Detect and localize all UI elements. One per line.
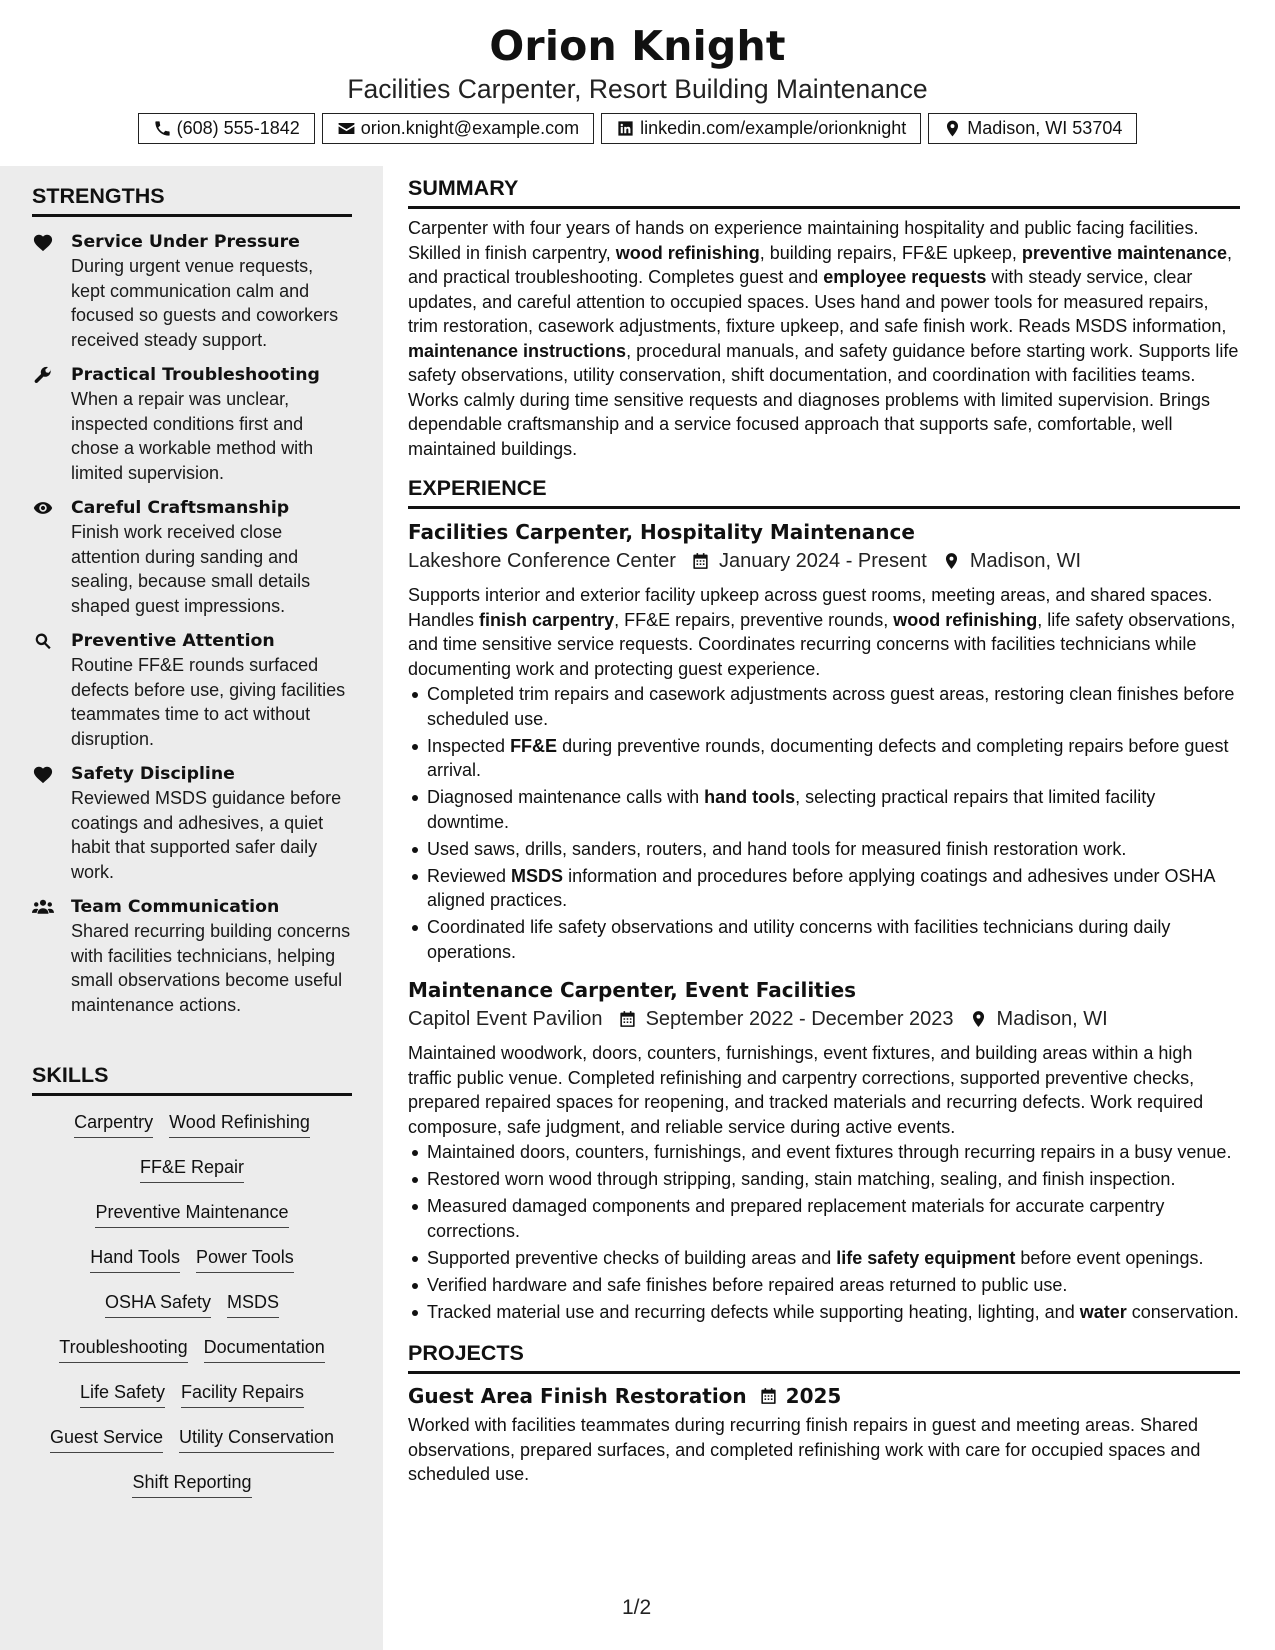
- projects-list: [408, 1382, 1240, 1487]
- map-pin-icon: [943, 119, 962, 138]
- strengths-section: [32, 183, 352, 1017]
- candidate-name: Orion Knight: [489, 22, 786, 70]
- magnifier-icon: [32, 631, 54, 651]
- bullet-item: [408, 915, 1240, 964]
- text-run: Carpenter with four years of hands on experience maintaining hospitality and public facing facilities. Skilled in finish carpentry,: [408, 218, 1199, 263]
- job-location: Madison, WI: [969, 550, 1082, 572]
- candidate-headline: Facilities Carpenter, Resort Building Maintenance: [347, 74, 928, 104]
- strength-desc: During urgent venue requests, kept communication calm and focused so guests and coworkers received steady support.: [71, 256, 339, 350]
- projects-title: PROJECTS: [408, 1340, 1240, 1374]
- heart-icon: [32, 764, 54, 784]
- text-run: Supports interior and exterior facility upkeep across guest rooms, meeting areas, and shared spaces. Handles: [408, 585, 1213, 630]
- projects-section: [408, 1340, 1240, 1487]
- project-year: 2025: [785, 1384, 842, 1408]
- text-run: , life safety observations, and time sensitive service requests. Coordinates recurring concerns with facilities technicians while documenting work and protecting guest experience.: [408, 609, 1236, 679]
- bold-keyword: wood refinishing: [893, 609, 1038, 630]
- text-run: , and practical troubleshooting. Completes guest and: [408, 242, 1233, 287]
- map-pin-icon: [969, 1009, 988, 1029]
- bold-keyword: water: [1079, 1301, 1127, 1322]
- job-summary: [408, 583, 1240, 681]
- skill-tag: Documentation: [204, 1335, 325, 1363]
- job-company: Capitol Event Pavilion: [408, 1008, 603, 1030]
- text-run: Diagnosed maintenance calls with: [427, 787, 705, 807]
- contact-location: [928, 113, 1137, 144]
- skill-tag: Power Tools: [196, 1245, 294, 1273]
- strength-desc: Routine FF&E rounds surfaced defects before use, giving facilities teammates time to act without disruption.: [71, 655, 346, 749]
- phone-icon: [153, 119, 172, 138]
- strength-desc: When a repair was unclear, inspected conditions first and chose a workable method with limited supervision.: [71, 389, 314, 483]
- skill-tag: Hand Tools: [90, 1245, 180, 1273]
- skill-tag: Life Safety: [80, 1380, 165, 1408]
- text-run: information and procedures before applying coatings and adhesives under OSHA aligned practices.: [427, 865, 1215, 910]
- text-run: Used saws, drills, sanders, routers, and hand tools for measured finish restoration work.: [427, 838, 1127, 859]
- skill-row: [32, 1425, 352, 1470]
- bold-keyword: FF&E: [510, 735, 558, 756]
- users-icon: [32, 897, 54, 917]
- bullet-item: [408, 837, 1240, 862]
- contact-location-text: Madison, WI 53704: [967, 118, 1123, 138]
- strength-title: Safety Discipline: [71, 764, 235, 784]
- skill-row: [32, 1200, 352, 1245]
- text-run: Coordinated life safety observations and utility concerns with facilities technicians during daily operations.: [427, 917, 1171, 962]
- strength-item: [32, 762, 352, 884]
- text-run: Reviewed: [427, 865, 512, 886]
- skill-tag: Troubleshooting: [59, 1335, 187, 1363]
- skill-row: [32, 1290, 352, 1335]
- skill-row: [32, 1245, 352, 1290]
- contact-linkedin-text: linkedin.com/example/orionknight: [640, 118, 907, 138]
- text-run: Maintained doors, counters, furnishings, and event fixtures through recurring repairs in a busy venue.: [427, 1142, 1232, 1162]
- strength-title: Careful Craftsmanship: [71, 498, 290, 518]
- project-desc: Worked with facilities teammates during recurring finish repairs in guest and meeting areas. Shared observations, prepared surfaces, and completed refinishing work with care for occupied spaces and scheduled use.: [408, 1415, 1201, 1484]
- skills-list: [32, 1110, 352, 1515]
- skill-tag: Preventive Maintenance: [95, 1200, 288, 1228]
- skills-section: [32, 1062, 352, 1515]
- bold-keyword: MSDS: [511, 865, 564, 886]
- strength-item: [32, 496, 352, 618]
- text-run: with steady service, clear updates, and careful attention to occupied spaces. Uses hand and power tools for measured repairs, trim restoration, casework adjustments, fixture upkeep, and safe finish work. Reads MSDS information,: [408, 267, 1227, 336]
- skill-tag: Facility Repairs: [181, 1380, 304, 1408]
- strength-title: Service Under Pressure: [71, 232, 300, 252]
- job-company: Lakeshore Conference Center: [408, 550, 676, 572]
- job-title: Facilities Carpenter, Hospitality Maintenance: [408, 520, 915, 544]
- skill-tag: MSDS: [227, 1290, 279, 1318]
- text-run: during preventive rounds, documenting defects and completing repairs before guest arrival.: [427, 735, 1229, 780]
- contact-bar: [0, 113, 1275, 144]
- strength-item: [32, 895, 352, 1017]
- resume-header: [0, 0, 1275, 166]
- strength-title: Practical Troubleshooting: [71, 365, 320, 385]
- bold-keyword: preventive maintenance: [1021, 242, 1227, 263]
- job-bullets: [408, 682, 1240, 964]
- text-run: Supported preventive checks of building areas and: [427, 1247, 837, 1268]
- text-run: , FF&E repairs, preventive rounds,: [614, 609, 894, 630]
- strength-title: Preventive Attention: [71, 631, 275, 651]
- summary-title: SUMMARY: [408, 175, 1240, 209]
- bullet-item: [408, 1300, 1240, 1325]
- text-run: , procedural manuals, and safety guidance before starting work. Supports life safety observations, utility conservation, shift documentation, and coordination with facilities teams. Works calmly during time sensitive requests and diagnoses problems with limited supervision. Brings dependable craftsmanship and a service focused approach that supports safe, comfortable, well maintained buildings.: [408, 340, 1239, 459]
- calendar-icon: [759, 1386, 778, 1406]
- map-pin-icon: [942, 551, 961, 571]
- text-run: , building repairs, FF&E upkeep,: [759, 242, 1022, 263]
- bold-keyword: maintenance instructions: [408, 340, 627, 361]
- project-header: [408, 1382, 1240, 1410]
- skill-row: [32, 1335, 352, 1380]
- job-title: Maintenance Carpenter, Event Facilities: [408, 978, 857, 1002]
- job-meta: [408, 1005, 1240, 1033]
- strength-item: [32, 629, 352, 751]
- job-location: Madison, WI: [996, 1008, 1108, 1030]
- bold-keyword: employee requests: [823, 267, 987, 287]
- text-run: Verified hardware and safe finishes before repaired areas returned to public use.: [427, 1274, 1068, 1295]
- strength-desc: Reviewed MSDS guidance before coatings and adhesives, a quiet habit that supported safer daily work.: [71, 788, 342, 882]
- skill-tag: Guest Service: [50, 1425, 163, 1453]
- skill-row: [32, 1110, 352, 1155]
- heart-icon: [32, 232, 54, 252]
- calendar-icon: [691, 551, 710, 571]
- strength-item: [32, 230, 352, 352]
- bullet-item: [408, 864, 1240, 913]
- bold-keyword: finish carpentry: [479, 609, 615, 630]
- skill-tag: Shift Reporting: [132, 1470, 251, 1498]
- linkedin-icon: [616, 119, 635, 138]
- strength-desc: Shared recurring building concerns with facilities technicians, helping small observations become useful maintenance actions.: [71, 921, 351, 1015]
- text-run: Completed trim repairs and casework adjustments across guest areas, restoring clean finishes before scheduled use.: [427, 684, 1235, 729]
- skill-tag: FF&E Repair: [140, 1155, 244, 1183]
- contact-linkedin[interactable]: [601, 113, 921, 144]
- skill-row: [32, 1380, 352, 1425]
- text-run: before event openings.: [1015, 1247, 1204, 1268]
- skill-tag: Wood Refinishing: [169, 1110, 310, 1138]
- job-meta: [408, 547, 1240, 575]
- contact-phone-text: (608) 555-1842: [176, 118, 300, 138]
- bold-keyword: hand tools: [704, 787, 796, 807]
- calendar-icon: [618, 1009, 637, 1029]
- bold-keyword: wood refinishing: [615, 242, 760, 263]
- bullet-item: [408, 1246, 1240, 1271]
- job-bullets: [408, 1140, 1240, 1324]
- skill-row: [32, 1470, 352, 1515]
- skill-tag: Utility Conservation: [179, 1425, 334, 1453]
- skill-tag: OSHA Safety: [105, 1290, 211, 1318]
- wrench-icon: [32, 365, 54, 385]
- bullet-item: [408, 734, 1240, 783]
- job-entry: [408, 976, 1240, 1324]
- job-dates: January 2024 - Present: [718, 550, 927, 572]
- text-run: Restored worn wood through stripping, sanding, stain matching, sealing, and finish inspection.: [427, 1169, 1176, 1189]
- experience-title: EXPERIENCE: [408, 475, 1240, 509]
- text-run: Measured damaged components and prepared replacement materials for accurate carpentry corrections.: [427, 1196, 1165, 1241]
- text-run: Maintained woodwork, doors, counters, furnishings, event fixtures, and building areas within a high traffic public venue. Completed refinishing and carpentry corrections, supported preventive checks, prepared repaired spaces for reopening, and tracked materials and recurring defects. Work required composure, safe judgment, and reliable service during active events.: [408, 1043, 1204, 1137]
- bullet-item: [408, 1273, 1240, 1298]
- contact-phone[interactable]: [138, 113, 315, 144]
- bold-keyword: life safety equipment: [836, 1247, 1016, 1268]
- summary-section: [408, 175, 1240, 461]
- sidebar: [0, 166, 383, 1650]
- strength-title: Team Communication: [71, 897, 280, 917]
- text-run: conservation.: [1126, 1301, 1239, 1322]
- job-entry: [408, 518, 1240, 964]
- envelope-icon: [337, 119, 356, 138]
- contact-email[interactable]: [322, 113, 594, 144]
- skill-tag: Carpentry: [74, 1110, 153, 1138]
- page-number: 1/2: [622, 1596, 652, 1619]
- strengths-title: STRENGTHS: [32, 183, 352, 217]
- text-run: Tracked material use and recurring defects while supporting heating, lighting, and: [427, 1301, 1080, 1322]
- bullet-item: [408, 1167, 1240, 1192]
- bullet-item: [408, 1194, 1240, 1243]
- job-dates: September 2022 - December 2023: [645, 1008, 954, 1030]
- skills-title: SKILLS: [32, 1062, 352, 1096]
- contact-email-text: orion.knight@example.com: [360, 118, 580, 138]
- bullet-item: [408, 785, 1240, 834]
- project-title: Guest Area Finish Restoration: [408, 1384, 747, 1408]
- summary-text: [408, 216, 1240, 461]
- project-entry: [408, 1382, 1240, 1487]
- text-run: , selecting practical repairs that limited facility downtime.: [427, 787, 1156, 832]
- job-summary: [408, 1041, 1240, 1139]
- text-run: Inspected: [427, 735, 511, 756]
- bullet-item: [408, 682, 1240, 731]
- jobs-list: [408, 518, 1240, 1324]
- strength-item: [32, 363, 352, 485]
- experience-section: [408, 475, 1240, 1324]
- eye-icon: [32, 498, 54, 518]
- bullet-item: [408, 1140, 1240, 1165]
- strength-desc: Finish work received close attention during sanding and sealing, because small details shaped guest impressions.: [71, 522, 311, 616]
- main-content: [408, 166, 1240, 1487]
- skill-row: [32, 1155, 352, 1200]
